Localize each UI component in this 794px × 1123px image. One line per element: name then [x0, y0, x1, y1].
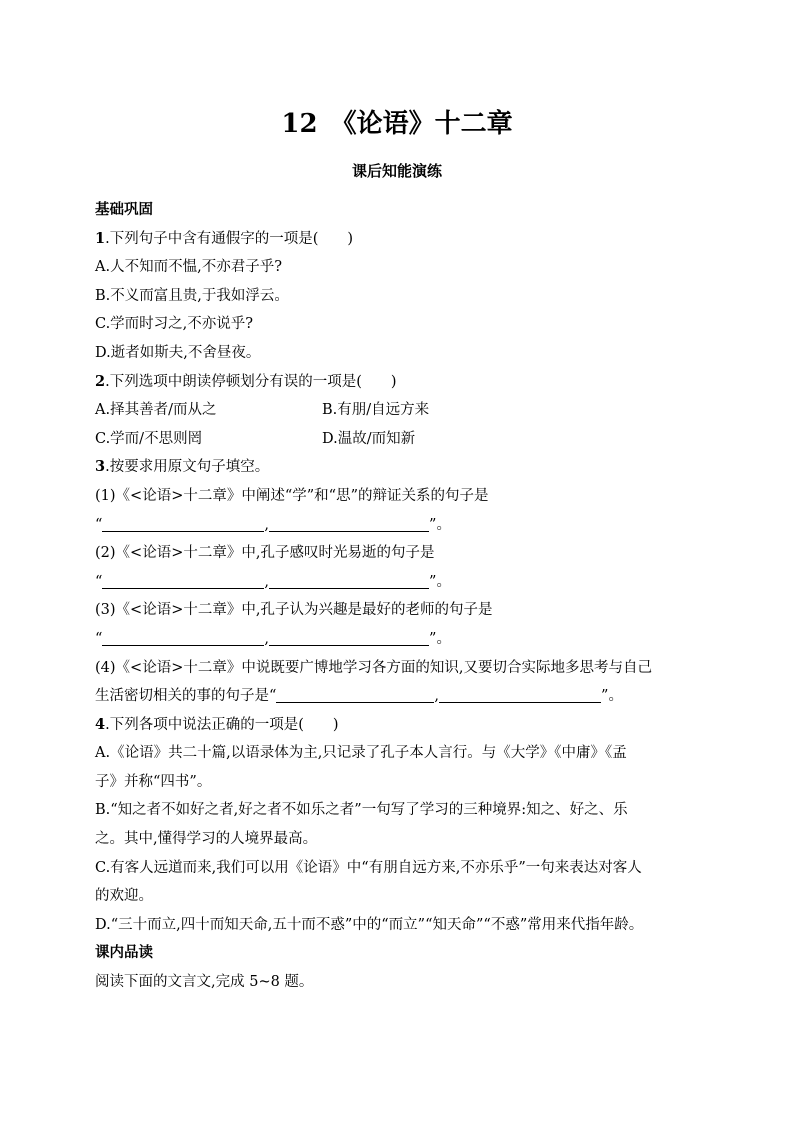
- question-2-options-row-1: [95, 396, 700, 425]
- question-4-option-b-line-1: B.“知之者不如好之者,好之者不如乐之者”一句写了学习的三种境界:知之、好之、乐: [95, 802, 628, 819]
- question-2-stem: [95, 368, 700, 397]
- answer-blank[interactable]: [269, 513, 429, 532]
- question-3-sub-2-answer: [95, 568, 700, 597]
- section-heading-basic: 基础巩固: [95, 201, 153, 218]
- answer-blank[interactable]: [276, 684, 434, 703]
- question-text: .按要求用原文句子填空。: [105, 459, 270, 476]
- answer-blank[interactable]: [439, 684, 601, 703]
- question-2-option-c: C.学而/不思则罔: [95, 430, 203, 447]
- question-text: .下列句子中含有通假字的一项是( ): [105, 230, 354, 247]
- question-2-option-a: A.择其善者/而从之: [95, 402, 217, 419]
- answer-blank[interactable]: [102, 513, 264, 532]
- close-quote: ”。: [429, 573, 451, 590]
- open-quote: “: [95, 573, 103, 590]
- comma: ,: [264, 516, 270, 533]
- question-4-stem: [95, 711, 700, 740]
- comma: ,: [264, 630, 270, 647]
- answer-blank[interactable]: [269, 570, 429, 589]
- question-3-sub-3: (3)《<论语>十二章》中,孔子认为兴趣是最好的老师的句子是: [95, 602, 493, 619]
- question-2-options-row-2: [95, 425, 700, 454]
- section-heading-reading: 课内品读: [95, 944, 153, 962]
- open-quote: “: [269, 688, 277, 705]
- comma: ,: [264, 573, 270, 590]
- question-number: 2: [95, 372, 106, 390]
- question-text: .下列各项中说法正确的一项是( ): [105, 716, 339, 733]
- question-4-option-d: D.“三十而立,四十而知天命,五十而不惑”中的“而立”“知天命”“不惑”常用来代指年龄。: [95, 916, 644, 933]
- question-3-sub-4-answer: [95, 682, 700, 711]
- question-text: .下列选项中朗读停顿划分有误的一项是( ): [105, 373, 397, 390]
- close-quote: ”。: [429, 516, 451, 533]
- question-number: 4: [95, 715, 106, 733]
- worksheet-content: [95, 196, 700, 997]
- close-quote: ”。: [601, 688, 623, 705]
- question-2-option-d: D.温故/而知新: [322, 430, 416, 447]
- question-1-option-a: A.人不知而不愠,不亦君子乎?: [95, 259, 282, 276]
- question-4-option-a-line-1: A.《论语》共二十篇,以语录体为主,只记录了孔子本人言行。与《大学》《中庸》《孟: [95, 745, 627, 762]
- comma: ,: [434, 688, 440, 705]
- question-number: 3: [95, 458, 106, 476]
- reading-instructions: 阅读下面的文言文,完成 5~8 题。: [95, 974, 314, 991]
- question-2-option-b: B.有朋/自远方来: [322, 402, 430, 419]
- question-3-sub-1-answer: [95, 511, 700, 540]
- question-number: 1: [95, 229, 106, 247]
- question-3-sub-3-answer: [95, 625, 700, 654]
- question-1-stem: [95, 225, 700, 254]
- question-4-option-a-line-2: 子》并称“四书”。: [95, 773, 212, 790]
- question-1-option-d: D.逝者如斯夫,不舍昼夜。: [95, 344, 261, 361]
- question-3-stem: [95, 453, 700, 482]
- question-1-option-b: B.不义而富且贵,于我如浮云。: [95, 287, 289, 304]
- question-1-option-c: C.学而时习之,不亦说乎?: [95, 316, 254, 333]
- question-4-option-c-line-1: C.有客人远道而来,我们可以用《论语》中“有朋自远方来,不亦乐乎”一句来表达对客人: [95, 859, 642, 876]
- question-4-option-c-line-2: 的欢迎。: [95, 888, 153, 905]
- open-quote: “: [95, 516, 103, 533]
- open-quote: “: [95, 630, 103, 647]
- question-3-sub-1: (1)《<论语>十二章》中阐述“学”和“思”的辩证关系的句子是: [95, 487, 489, 504]
- question-3-sub-4: (4)《<论语>十二章》中说既要广博地学习各方面的知识,又要切合实际地多思考与自己: [95, 659, 652, 676]
- answer-blank[interactable]: [269, 627, 429, 646]
- sub-4-text: 生活密切相关的事的句子是: [95, 688, 269, 705]
- answer-blank[interactable]: [102, 627, 264, 646]
- page-title: 12 《论语》十二章: [281, 109, 513, 139]
- question-3-sub-2: (2)《<论语>十二章》中,孔子感叹时光易逝的句子是: [95, 545, 435, 562]
- page-subtitle: 课后知能演练: [351, 162, 442, 180]
- question-4-option-b-line-2: 之。其中,懂得学习的人境界最高。: [95, 831, 318, 848]
- close-quote: ”。: [429, 630, 451, 647]
- answer-blank[interactable]: [102, 570, 264, 589]
